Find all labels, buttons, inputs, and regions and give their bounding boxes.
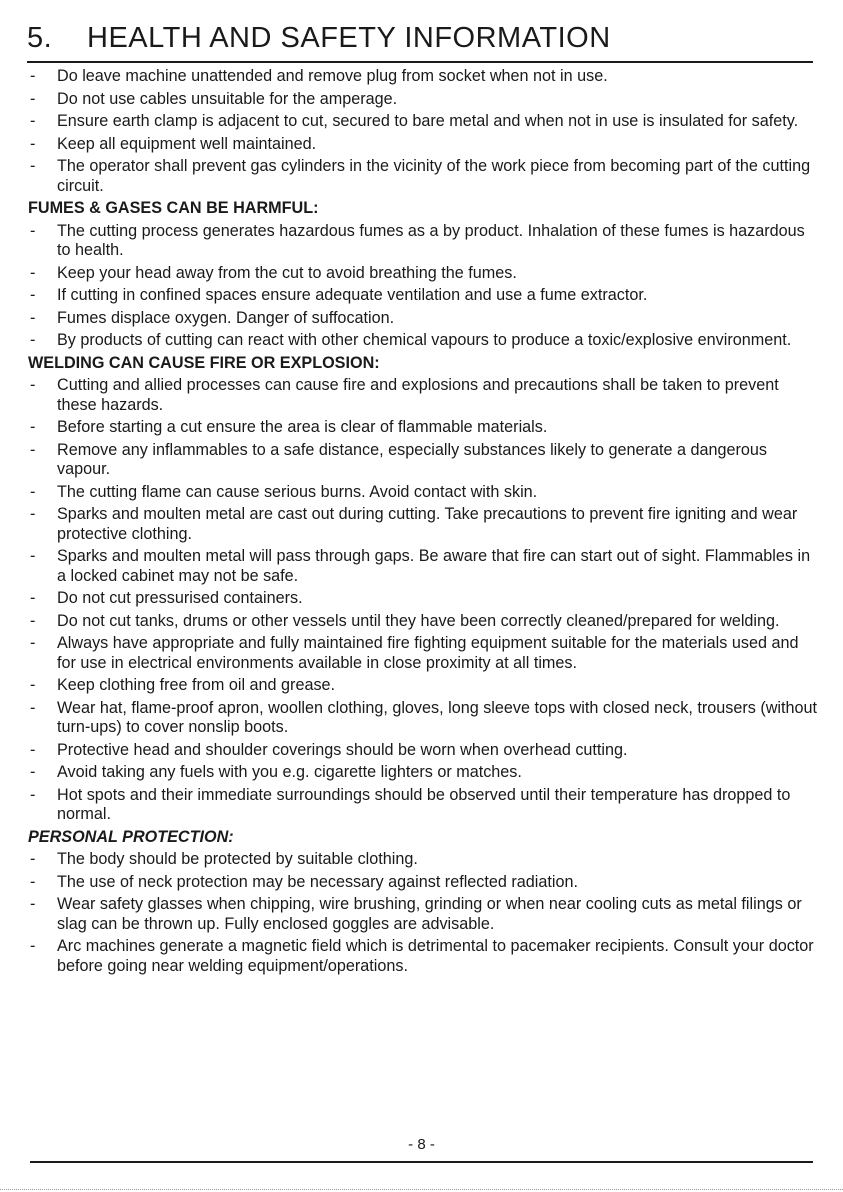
section-heading-fire: WELDING CAN CAUSE FIRE OR EXPLOSION: (28, 353, 380, 372)
list-item: - The operator shall prevent gas cylinders in the vicinity of the work piece from becoming part of the cutting circuit. (30, 157, 811, 195)
bullet-dash: - (30, 482, 36, 501)
list-item: - The body should be protected by suitable clothing. (30, 850, 418, 868)
bullet-dash: - (30, 895, 36, 913)
bullet-dash: - (30, 763, 36, 781)
page-edge (0, 1189, 843, 1190)
list-item: - Keep clothing free from oil and grease. (30, 676, 336, 694)
bullet-dash: - (30, 157, 36, 175)
bullet-dash: - (30, 505, 36, 523)
list-item: - Wear safety glasses when chipping, wire brushing, grinding or when near cooling cuts as metal filings or slag can be thrown up. Fully enclosed goggles are advisable. (30, 895, 802, 933)
page-title (27, 22, 611, 55)
bullet-dash: - (30, 89, 36, 108)
bullet-dash: - (30, 440, 36, 459)
bottom-divider (30, 1161, 813, 1163)
list-item: - Sparks and moulten metal are cast out during cutting. Take precautions to prevent fire igniting and wear protective clothing. (30, 505, 798, 543)
section-heading-protection: PERSONAL PROTECTION: (28, 827, 234, 846)
bullet-dash: - (30, 676, 36, 694)
list-item: - The use of neck protection may be necessary against reflected radiation. (30, 872, 578, 891)
section-title: HEALTH AND SAFETY INFORMATION (87, 22, 611, 54)
page-number: - 8 - (408, 1136, 435, 1153)
bullet-dash: - (30, 263, 36, 282)
bullet-dash: - (30, 872, 36, 891)
general-list (29, 67, 819, 196)
top-divider (27, 61, 813, 63)
list-item: - Arc machines generate a magnetic field which is detrimental to pacemaker recipients. Consult your doctor before going near welding equipment/operations. (30, 937, 814, 975)
bullet-dash: - (30, 286, 36, 304)
list-item: - Avoid taking any fuels with you e.g. cigarette lighters or matches. (30, 763, 522, 781)
list-item: - Keep all equipment well maintained. (30, 134, 317, 153)
list-item: - Keep your head away from the cut to avoid breathing the fumes. (30, 263, 517, 282)
list-item: - Always have appropriate and fully maintained fire fighting equipment suitable for the materials used and for use in electrical environments available in close proximity at all times. (30, 634, 799, 672)
list-item: - Do not cut pressurised containers. (30, 589, 303, 607)
list-item: - The cutting flame can cause serious burns. Avoid contact with skin. (30, 482, 538, 501)
list-item: - Remove any inflammables to a safe distance, especially substances likely to generate a dangerous vapour. (30, 440, 767, 478)
bullet-dash: - (30, 376, 36, 394)
section-number: 5. (27, 22, 53, 54)
fire-list (29, 376, 819, 825)
list-item: - Wear hat, flame-proof apron, woollen clothing, gloves, long sleeve tops with closed neck, trousers (without turn-ups) to cover nonslip boots. (30, 698, 818, 736)
list-item: - Do not use cables unsuitable for the amperage. (30, 89, 398, 108)
bullet-dash: - (30, 112, 36, 130)
bullet-dash: - (30, 221, 36, 240)
bullet-dash: - (30, 308, 36, 327)
bullet-dash: - (30, 785, 36, 804)
bullet-dash: - (30, 331, 36, 349)
bullet-dash: - (30, 418, 36, 436)
content (29, 67, 819, 979)
list-item: - Sparks and moulten metal will pass through gaps. Be aware that fire can start out of sight. Flammables in a locked cabinet may not be safe. (30, 547, 811, 585)
list-item: - By products of cutting can react with other chemical vapours to produce a toxic/explosive environment. (30, 331, 792, 349)
bullet-dash: - (30, 850, 36, 868)
list-item: - Hot spots and their immediate surroundings should be observed until their temperature has dropped to normal. (30, 785, 791, 823)
protection-list (29, 850, 819, 976)
section-heading-fumes: FUMES & GASES CAN BE HARMFUL: (28, 199, 319, 217)
list-item: - Do leave machine unattended and remove plug from socket when not in use. (30, 67, 608, 85)
bullet-dash: - (30, 937, 36, 955)
list-item: - Ensure earth clamp is adjacent to cut, secured to bare metal and when not in use is insulated for safety. (30, 112, 799, 130)
bullet-dash: - (30, 134, 36, 153)
list-item: - Do not cut tanks, drums or other vessels until they have been correctly cleaned/prepared for welding. (30, 611, 780, 630)
bullet-dash: - (30, 589, 36, 607)
bullet-dash: - (30, 67, 36, 85)
bullet-dash: - (30, 740, 36, 759)
bullet-dash: - (30, 611, 36, 630)
list-item: - Cutting and allied processes can cause fire and explosions and precautions shall be taken to prevent these hazards. (30, 376, 779, 414)
list-item: - The cutting process generates hazardous fumes as a by product. Inhalation of these fumes is hazardous to health. (30, 221, 805, 259)
list-item: - Before starting a cut ensure the area is clear of flammable materials. (30, 418, 548, 436)
list-item: - Fumes displace oxygen. Danger of suffocation. (30, 308, 395, 327)
bullet-dash: - (30, 547, 36, 565)
bullet-dash: - (30, 698, 36, 717)
fumes-list (29, 222, 819, 351)
bullet-dash: - (30, 634, 36, 652)
list-item: - If cutting in confined spaces ensure adequate ventilation and use a fume extractor. (30, 286, 648, 304)
list-item: - Protective head and shoulder coverings should be worn when overhead cutting. (30, 740, 628, 759)
